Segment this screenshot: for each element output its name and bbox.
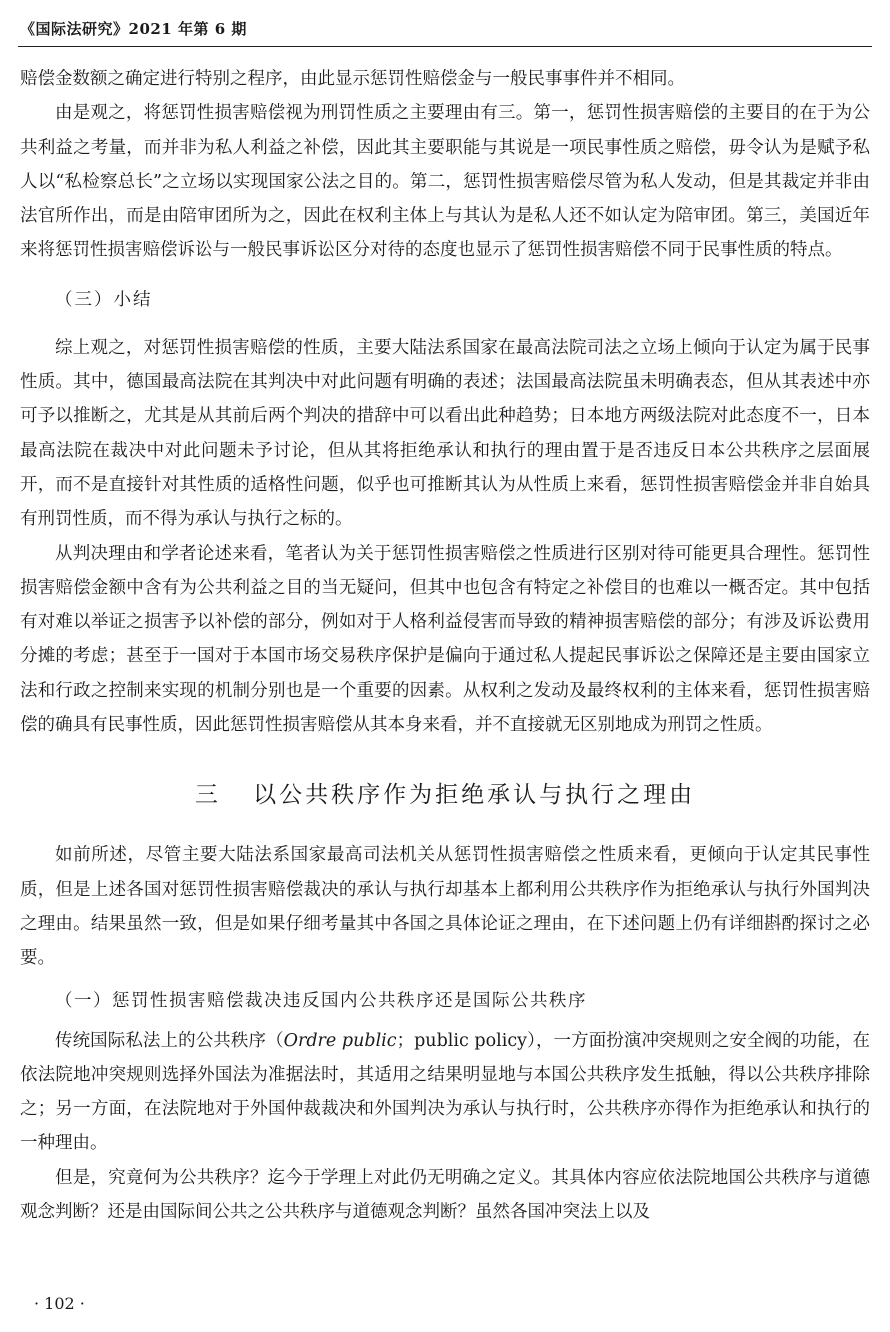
paragraph-6	[20, 1024, 870, 1161]
section-number: 三	[194, 782, 221, 809]
ordre-public-term: Ordre public	[283, 1030, 397, 1051]
paragraph-1: 赔偿金数额之确定进行特别之程序，由此显示惩罚性赔偿金与一般民事事件并不相同。	[20, 69, 685, 89]
paragraph-3: 综上观之，对惩罚性损害赔偿的性质，主要大陆法系国家在最高法院司法之立场上倾向于认定为属于民事性质。其中，德国最高法院在其判决中对此问题有明确的表述；法国最高法院虽未明确表态，但从其表述中亦可予以推断之，尤其是从其前后两个判决的措辞中可以看出此种趋势；日本地方两级法院对此态度不一，日本最高法院在裁决中对此问题未予讨论，但从其将拒绝承认和执行的理由置于是否违反日本公共秩序之层面展开，而不是直接针对其性质的适格性问题，似乎也可推断其认为从性质上来看，惩罚性损害赔偿金并非自始具有刑罚性质，而不得为承认与执行之标的。	[20, 337, 870, 530]
article-body	[20, 62, 870, 1229]
paragraph-4: 从判决理由和学者论述来看，笔者认为关于惩罚性损害赔偿之性质进行区别对待可能更具合理性。惩罚性损害赔偿金额中含有为公共利益之目的当无疑问，但其中也包含有特定之补偿目的也难以一概否定。其中包括有对难以举证之损害予以补偿的部分，例如对于人格利益侵害而导致的精神损害赔偿的部分；有涉及诉讼费用分摊的考虑；甚至于一国对于本国市场交易秩序保护是偏向于通过私人提起民事诉讼之保障还是主要由国家立法和行政之控制来实现的机制分别也是一个重要的因素。从权利之发动及最终权利的主体来看，惩罚性损害赔偿的确具有民事性质，因此惩罚性损害赔偿从其本身来看，并不直接就无区别地成为刑罚之性质。	[20, 543, 870, 736]
paragraph-6-start: 传统国际私法上的公共秩序（	[55, 1030, 284, 1051]
running-header: 《国际法研究》2021 年第 6 期	[20, 20, 247, 38]
section-heading	[20, 778, 870, 812]
page-number: · 102 ·	[34, 1294, 85, 1313]
header-rule	[18, 46, 872, 47]
section-title: 以公共秩序作为拒绝承认与执行之理由	[253, 782, 696, 809]
subsection-heading-summary: （三）小结	[55, 289, 153, 310]
paragraph-7: 但是，究竟何为公共秩序？迄今于学理上对此仍无明确之定义。其具体内容应依法院地国公共秩序与道德观念判断？还是由国际间公共之公共秩序与道德观念判断？虽然各国冲突法上以及	[20, 1167, 870, 1223]
paragraph-2: 由是观之，将惩罚性损害赔偿视为刑罚性质之主要理由有三。第一，惩罚性损害赔偿的主要目的在于为公共利益之考量，而并非为私人利益之补偿，因此其主要职能与其说是一项民事性质之赔偿，毋令认为是赋予私人以“私检察总长”之立场以实现国家公法之目的。第二，惩罚性损害赔偿尽管为私人发动，但是其裁定并非由法官所作出，而是由陪审团所为之，因此在权利主体上与其认为是私人还不如认定为陪审团。第三，美国近年来将惩罚性损害赔偿诉讼与一般民事诉讼区分对待的态度也显示了惩罚性损害赔偿不同于民事性质的特点。	[20, 103, 870, 261]
paragraph-5: 如前所述，尽管主要大陆法系国家最高司法机关从惩罚性损害赔偿之性质来看，更倾向于认定其民事性质，但是上述各国对惩罚性损害赔偿裁决的承认与执行却基本上都利用公共秩序作为拒绝承认与执行外国判决之理由。结果虽然一致，但是如果仔细考量其中各国之具体论证之理由，在下述问题上仍有详细斟酌探讨之必要。	[20, 845, 870, 969]
paragraph-6-rest: ；public policy），一方面扮演冲突规则之安全阀的功能，在依法院地冲突规则选择外国法为准据法时，其适用之结果明显地与本国公共秩序发生抵触，得以公共秩序排除之；另一方面，在法院地对于外国仲裁裁决和外国判决为承认与执行时，公共秩序亦得作为拒绝承认和执行的一种理由。	[20, 1030, 871, 1154]
subsection-heading-public-order: （一）惩罚性损害赔偿裁决违反国内公共秩序还是国际公共秩序	[55, 990, 587, 1011]
